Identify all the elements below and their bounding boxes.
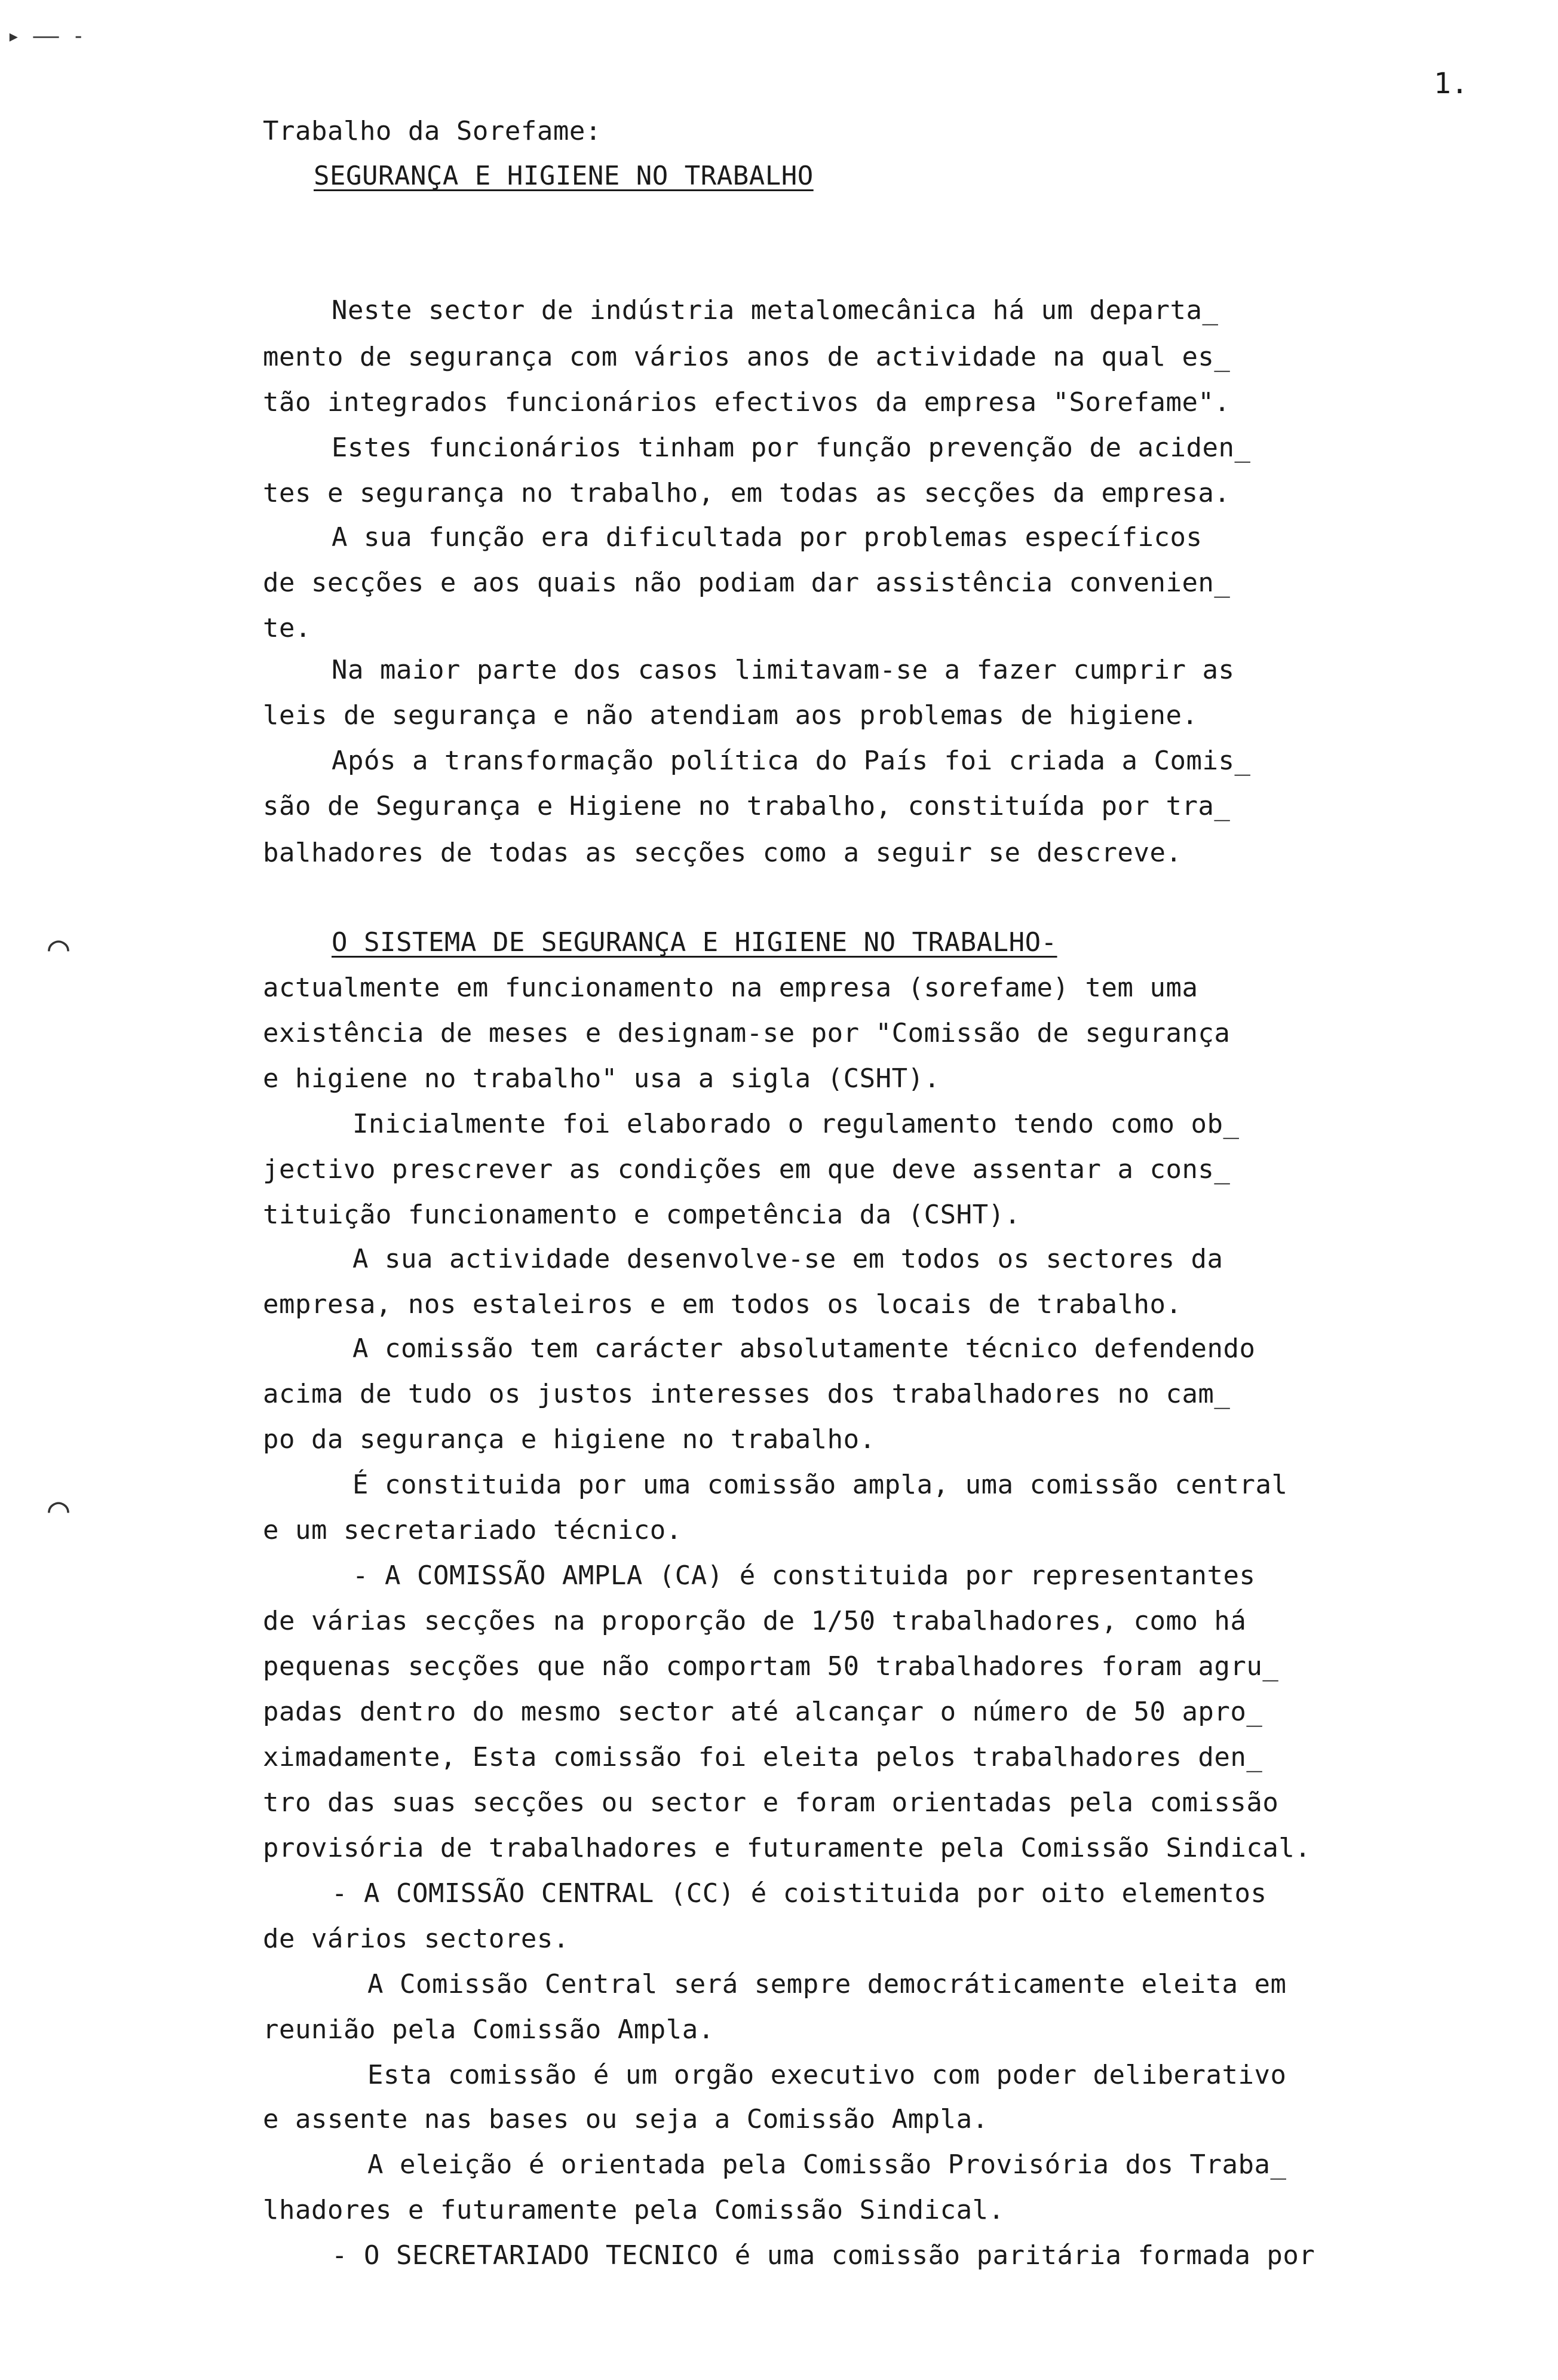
text-line: pequenas secções que não comportam 50 trabalhadores foram agru_ <box>263 1651 1279 1682</box>
document-heading: Trabalho da Sorefame: <box>263 116 602 146</box>
text-line: - O SECRETARIADO TECNICO é uma comissão paritária formada por <box>332 2240 1315 2271</box>
text-line: de secções e aos quais não podiam dar assistência convenien_ <box>263 568 1231 598</box>
text-line: são de Segurança e Higiene no trabalho, constituída por tra_ <box>263 791 1231 821</box>
text-line: de várias secções na proporção de 1/50 trabalhadores, como há <box>263 1606 1247 1636</box>
text-line: Na maior parte dos casos limitavam-se a fazer cumprir as <box>332 655 1235 685</box>
text-line: leis de segurança e não atendiam aos problemas de higiene. <box>263 700 1198 731</box>
text-line: e assente nas bases ou seja a Comissão Ampla. <box>263 2104 989 2134</box>
text-line: tro das suas secções ou sector e foram orientadas pela comissão <box>263 1787 1279 1818</box>
text-line: Estes funcionários tinham por função prevenção de aciden_ <box>332 433 1251 463</box>
text-line: - A COMISSÃO CENTRAL (CC) é coistituida por oito elementos <box>332 1878 1267 1909</box>
text-line: ximadamente, Esta comissão foi eleita pelos trabalhadores den_ <box>263 1742 1263 1772</box>
text-line: A Comissão Central será sempre democráticamente eleita em <box>367 1969 1287 1999</box>
text-line: existência de meses e designam-se por "Comissão de segurança <box>263 1018 1231 1048</box>
text-line: empresa, nos estaleiros e em todos os locais de trabalho. <box>263 1289 1182 1320</box>
document-title: SEGURANÇA E HIGIENE NO TRABALHO <box>314 161 814 191</box>
text-line: actualmente em funcionamento na empresa (sorefame) tem uma <box>263 973 1198 1003</box>
text-line: lhadores e futuramente pela Comissão Sindical. <box>263 2195 1005 2225</box>
text-line: Esta comissão é um orgão executivo com poder deliberativo <box>367 2060 1287 2090</box>
text-line: e higiene no trabalho" usa a sigla (CSHT). <box>263 1063 940 1094</box>
text-line: Após a transformação política do País foi criada a Comis_ <box>332 746 1251 776</box>
text-line: jectivo prescrever as condições em que deve assentar a cons_ <box>263 1154 1231 1185</box>
text-line: A sua actividade desenvolve-se em todos os sectores da <box>352 1244 1223 1274</box>
section-heading: O SISTEMA DE SEGURANÇA E HIGIENE NO TRABALHO- <box>332 927 1057 958</box>
text-line: provisória de trabalhadores e futuramente pela Comissão Sindical. <box>263 1833 1311 1863</box>
text-line: acima de tudo os justos interesses dos trabalhadores no cam_ <box>263 1379 1231 1409</box>
text-line: balhadores de todas as secções como a seguir se descreve. <box>263 838 1182 868</box>
text-line: po da segurança e higiene no trabalho. <box>263 1424 876 1455</box>
text-line: tituição funcionamento e competência da (CSHT). <box>263 1200 1021 1230</box>
text-line: A eleição é orientada pela Comissão Provisória dos Traba_ <box>367 2149 1287 2180</box>
text-line: te. <box>263 613 311 643</box>
text-line: A sua função era dificultada por problemas específicos <box>332 522 1203 553</box>
text-line: tão integrados funcionários efectivos da empresa "Sorefame". <box>263 387 1231 418</box>
text-line: mento de segurança com vários anos de actividade na qual es_ <box>263 342 1231 372</box>
text-line: Neste sector de indústria metalomecânica há um departa_ <box>332 295 1219 326</box>
scan-mark-left-1: ⌒ <box>48 926 70 968</box>
text-line: tes e segurança no trabalho, em todas as secções da empresa. <box>263 478 1231 508</box>
text-line: e um secretariado técnico. <box>263 1515 682 1545</box>
scan-mark-left-2: ⌒ <box>48 1488 70 1529</box>
text-line: reunião pela Comissão Ampla. <box>263 2014 714 2045</box>
text-line: - A COMISSÃO AMPLA (CA) é constituida por representantes <box>352 1560 1256 1591</box>
text-line: de vários sectores. <box>263 1924 569 1954</box>
scan-mark-top-left: ▸ —— - <box>7 24 85 48</box>
page-number: 1. <box>1434 67 1468 100</box>
text-line: Inicialmente foi elaborado o regulamento tendo como ob_ <box>352 1109 1240 1139</box>
text-line: padas dentro do mesmo sector até alcançar o número de 50 apro_ <box>263 1697 1263 1727</box>
text-line: É constituida por uma comissão ampla, uma comissão central <box>352 1470 1288 1500</box>
text-line: A comissão tem carácter absolutamente técnico defendendo <box>352 1333 1256 1364</box>
